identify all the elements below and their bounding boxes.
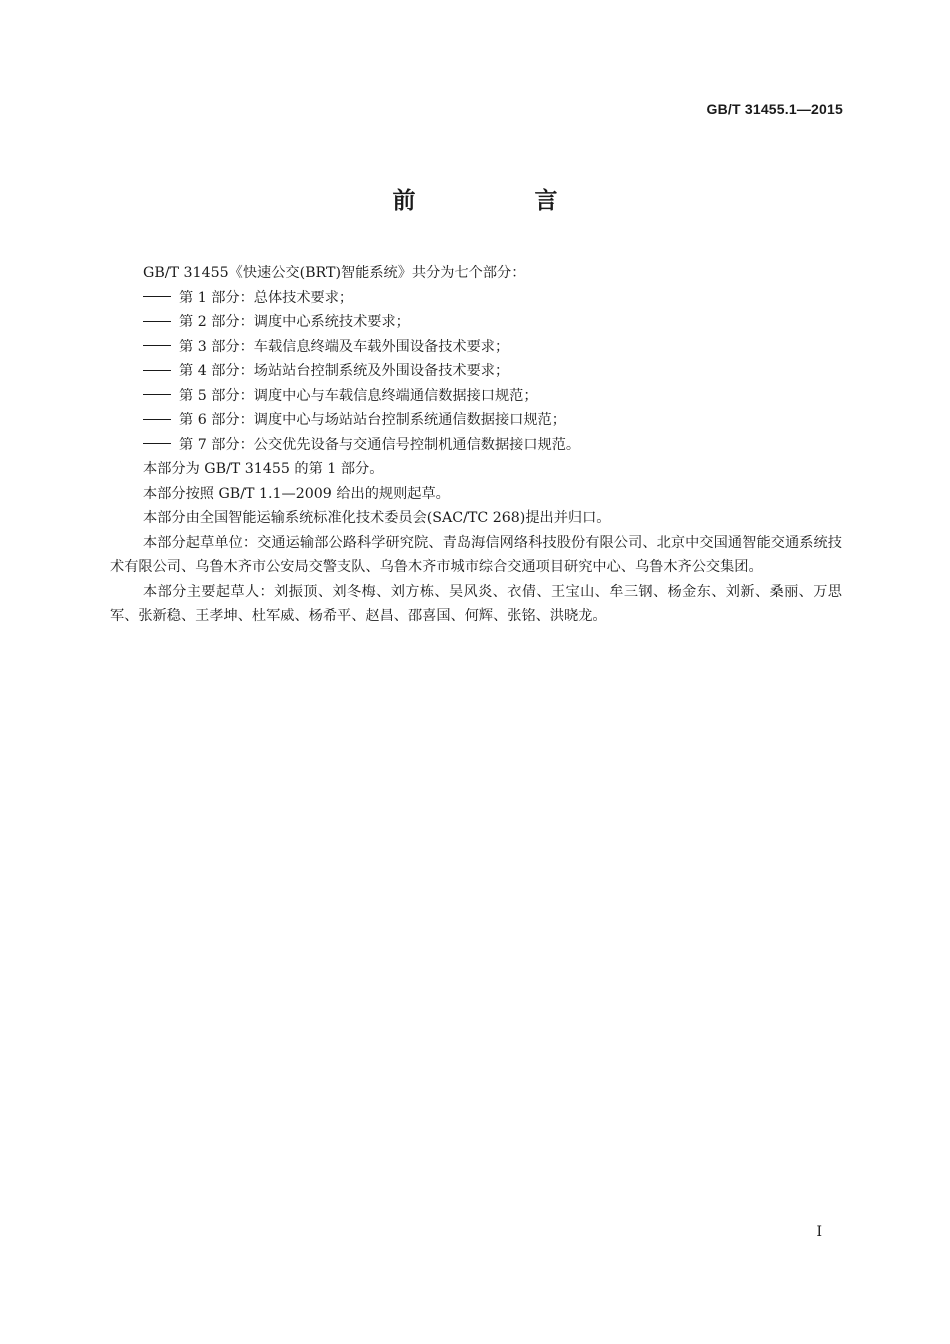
- dash-mark: [143, 419, 171, 420]
- dash-mark: [143, 321, 171, 322]
- proposer-paragraph: 本部分由全国智能运输系统标准化技术委员会(SAC/TC 268)提出并归口。: [143, 510, 611, 526]
- list-item-part-2: [110, 310, 842, 335]
- drafting-units-paragraph: 本部分起草单位：交通运输部公路科学研究院、青岛海信网络科技股份有限公司、北京中交国通智能交通系统技术有限公司、乌鲁木齐市公安局交警支队、乌鲁木齐市城市综合交通项目研究中心、乌鲁木齐公交集团。: [110, 534, 842, 575]
- part-label: 第 1 部分：总体技术要求；: [179, 289, 354, 306]
- document-body: [110, 261, 842, 629]
- dash-mark: [143, 296, 171, 297]
- dash-mark: [143, 345, 171, 346]
- part-number-paragraph: 本部分为 GB/T 31455 的第 1 部分。: [143, 461, 384, 477]
- list-item-part-1: [110, 286, 842, 311]
- standard-code-header: GB/T 31455.1—2015: [706, 101, 843, 117]
- page-title: 前 言: [392, 188, 606, 214]
- part-label: 第 4 部分：场站站台控制系统及外围设备技术要求；: [179, 363, 510, 379]
- list-item-part-4: [110, 359, 842, 384]
- drafting-rules-paragraph: 本部分按照 GB/T 1.1—2009 给出的规则起草。: [143, 485, 450, 502]
- page-number: I: [816, 1224, 822, 1240]
- list-item-part-5: [110, 384, 842, 409]
- dash-mark: [143, 370, 171, 371]
- part-label: 第 7 部分：公交优先设备与交通信号控制机通信数据接口规范。: [179, 436, 581, 453]
- part-label: 第 5 部分：调度中心与车载信息终端通信数据接口规范；: [179, 387, 538, 404]
- list-item-part-6: [110, 408, 842, 433]
- dash-mark: [143, 394, 171, 395]
- list-item-part-7: [110, 433, 842, 458]
- list-item-part-3: [110, 335, 842, 360]
- part-label: 第 2 部分：调度中心系统技术要求；: [179, 314, 410, 330]
- part-label: 第 3 部分：车载信息终端及车载外围设备技术要求；: [179, 338, 510, 355]
- drafters-paragraph: 本部分主要起草人：刘振顶、刘冬梅、刘方栋、吴风炎、衣倩、王宝山、牟三钢、杨金东、刘新、桑丽、万思军、张新稳、王孝坤、杜军威、杨希平、赵昌、邵喜国、何辉、张铭、洪晓龙。: [110, 583, 842, 624]
- dash-mark: [143, 443, 171, 444]
- intro-paragraph: GB/T 31455《快速公交(BRT)智能系统》共分为七个部分：: [143, 265, 526, 281]
- part-label: 第 6 部分：调度中心与场站站台控制系统通信数据接口规范；: [179, 412, 566, 428]
